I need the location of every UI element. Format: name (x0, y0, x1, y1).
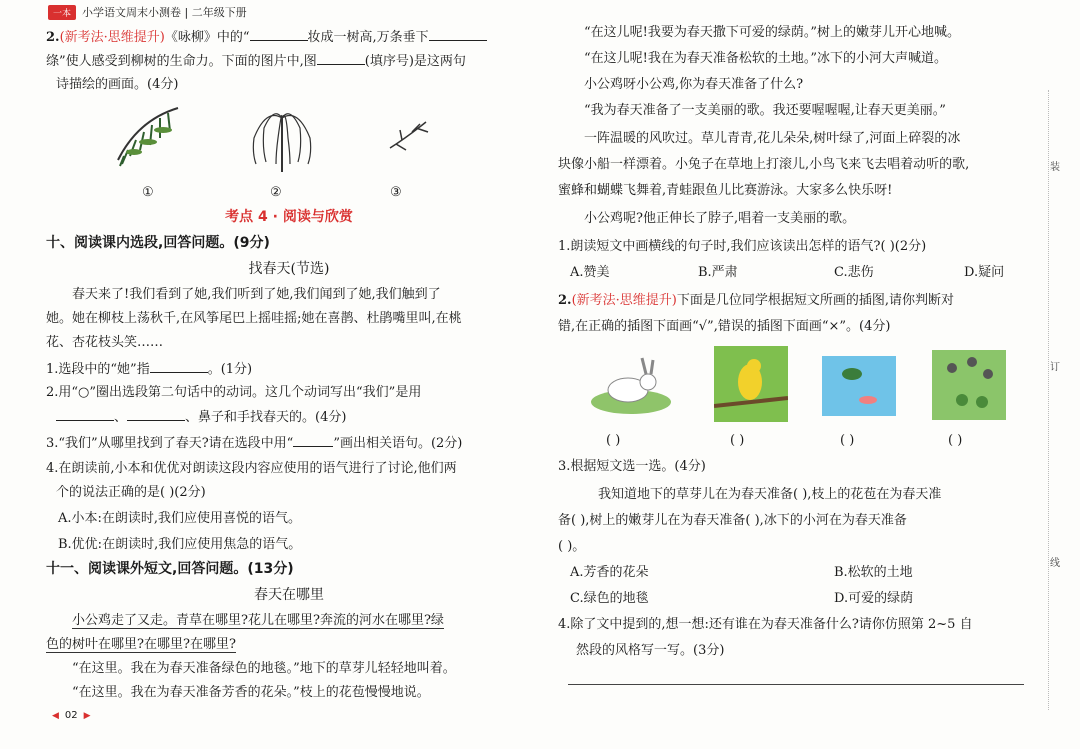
right-question-2-line2: 错,在正确的插图下面画“√”,错误的插图下面画“×”。(4分) (558, 319, 891, 334)
binding-mark-1: 装 (1050, 162, 1060, 173)
willow-picture-1 (108, 100, 188, 172)
bee-butterfly-illustration (932, 350, 1006, 420)
passage-2-line6: “在这儿呢!我在为春天准备松软的土地。”冰下的小河大声喊道。 (584, 51, 948, 66)
answer-blank[interactable] (250, 26, 308, 41)
option-a[interactable]: A.赞美 (570, 265, 610, 280)
publisher-logo: 一本 (48, 5, 76, 20)
question-text: 下面是几位同学根据短文所画的插图,请你判断对 (676, 293, 954, 308)
question-text: 、鼻子和手找春天的。(4分) (185, 410, 347, 425)
question-2-left-line1: 2.用“○”圈出选段第二句话中的动词。这几个动词写出“我们”是用 (46, 385, 422, 400)
passage-2-line9: 一阵温暖的风吹过。草儿青青,花儿朵朵,树叶绿了,河面上碎裂的冰 (584, 131, 961, 146)
pic-label-2: ② (270, 185, 282, 200)
question-tag: (新考法·思维提升) (571, 293, 677, 308)
next-triangle-icon: ▶ (83, 710, 91, 721)
option-c[interactable]: C.悲伤 (834, 265, 874, 280)
option-b[interactable]: B.严肃 (698, 265, 738, 280)
willow-picture-3 (386, 108, 436, 158)
answer-blank[interactable] (56, 406, 114, 421)
header-title: 小学语文周末小测卷 | 二年级下册 (82, 6, 247, 19)
right-question-3-line1: 我知道地下的草芽儿在为春天准备( ),枝上的花苞在为春天准 (598, 487, 942, 502)
question-2-line1 (46, 26, 532, 49)
left-column (46, 0, 532, 749)
passage-2-line2 (46, 634, 532, 656)
right-question-2-line1 (558, 290, 1030, 312)
pic-label-3: ③ (390, 185, 402, 200)
question-1 (46, 358, 532, 381)
passage-1-line2: 她。她在柳枝上荡秋千,在风筝尾巴上摇哇摇;她在喜鹊、杜鹃嘴里叫,在桃 (46, 311, 462, 326)
underlined-sentence: 色的树叶在哪里?在哪里?在哪里? (46, 637, 236, 652)
section-11-title: 十一、阅读课外短文,回答问题。(13分) (46, 561, 294, 577)
answer-blank[interactable] (293, 432, 333, 447)
option-b[interactable]: B.优优:在朗读时,我们应使用焦急的语气。 (58, 537, 302, 552)
answer-line[interactable] (568, 684, 1024, 685)
question-number: 2. (46, 30, 60, 45)
passage-2-line5: “在这儿呢!我要为春天撒下可爱的绿荫。”树上的嫩芽儿开心地喊。 (584, 25, 961, 40)
binding-mark-2: 订 (1050, 362, 1060, 373)
willow-picture-2 (246, 98, 318, 174)
right-question-3-line3: ( )。 (558, 539, 586, 554)
question-text: 3.“我们”从哪里找到了春天?请在选段中用“ (46, 436, 294, 451)
question-4-line2: 个的说法正确的是( )(2分) (56, 485, 206, 500)
answer-blank[interactable] (127, 406, 185, 421)
question-text: 。(1分) (207, 362, 253, 377)
question-3 (46, 432, 532, 455)
answer-blank[interactable] (317, 50, 365, 65)
option-a[interactable]: A.芳香的花朵 (570, 565, 649, 580)
option-a[interactable]: A.小本:在朗读时,我们应使用喜悦的语气。 (58, 511, 302, 526)
question-2-line2 (46, 50, 532, 73)
passage-2-line8: “我为春天准备了一支美丽的歌。我还要喔喔喔,让春天更美丽。” (584, 103, 946, 118)
question-2-line3: 诗描绘的画面。(4分) (56, 77, 179, 92)
option-b[interactable]: B.松软的土地 (834, 565, 913, 580)
prev-triangle-icon: ◀ (52, 710, 59, 721)
answer-blank[interactable] (429, 26, 487, 41)
underlined-sentence: 小公鸡走了又走。青草在哪里?花儿在哪里?奔流的河水在哪里?绿 (72, 613, 444, 628)
binding-mark-3: 线 (1050, 558, 1060, 569)
right-question-3-line2: 备( ),树上的嫩芽儿在为春天准备( ),冰下的小河在为春天准备 (558, 513, 907, 528)
judge-paren-4[interactable]: ( ) (948, 433, 963, 448)
passage-1-line1: 春天来了!我们看到了她,我们听到了她,我们闻到了她,我们触到了 (72, 287, 441, 302)
passage-1-title: 找春天(节选) (248, 261, 330, 277)
binding-line (1048, 90, 1050, 710)
passage-2-title: 春天在哪里 (254, 587, 324, 603)
question-tag: (新考法·思维提升) (59, 30, 165, 45)
question-2-left-line2 (56, 406, 542, 429)
passage-2-line3: “在这里。我在为春天准备绿色的地毯。”地下的草芽儿轻轻地叫着。 (72, 661, 456, 676)
frog-fish-illustration (822, 356, 896, 416)
question-number: 2. (558, 293, 572, 308)
kaodian-heading: 考点 4 · 阅读与欣赏 (225, 209, 353, 225)
judge-paren-1[interactable]: ( ) (606, 433, 621, 448)
option-d[interactable]: D.可爱的绿荫 (834, 591, 914, 606)
question-text: 妆成一树高,万条垂下 (307, 30, 429, 45)
question-text: 绦”使人感受到柳树的生命力。下面的图片中,图 (46, 54, 317, 69)
passage-2-line11: 蜜蜂和蝴蝶飞舞着,青蛙跟鱼儿比赛游泳。大家多么快乐呀! (558, 183, 893, 198)
passage-2-line1 (46, 610, 532, 632)
question-text: 1.选段中的“她”指 (46, 362, 150, 377)
rabbit-illustration (588, 352, 674, 416)
page-number: 02 (64, 710, 78, 721)
option-d[interactable]: D.疑问 (964, 265, 1005, 280)
question-text: 、 (114, 410, 128, 425)
pic-label-1: ① (142, 185, 154, 200)
right-column (558, 0, 1030, 749)
right-question-3: 3.根据短文选一选。(4分) (558, 459, 706, 474)
question-text: (填序号)是这两句 (364, 54, 466, 69)
option-c[interactable]: C.绿色的地毯 (570, 591, 649, 606)
answer-blank[interactable] (150, 358, 208, 373)
question-text: 《咏柳》中的“ (164, 30, 250, 45)
judge-paren-3[interactable]: ( ) (840, 433, 855, 448)
question-4-line1: 4.在朗读前,小本和优优对朗读这段内容应使用的语气进行了讨论,他们两 (46, 461, 457, 476)
passage-1-line3: 花、杏花枝头笑…… (46, 335, 164, 350)
right-question-4-line2: 然段的风格写一写。(3分) (576, 643, 725, 658)
right-question-1: 1.朗读短文中画横线的句子时,我们应该读出怎样的语气?( )(2分) (558, 239, 927, 254)
passage-2-line12: 小公鸡呢?他正伸长了脖子,唱着一支美丽的歌。 (584, 211, 856, 226)
section-10-title: 十、阅读课内选段,回答问题。(9分) (46, 235, 270, 251)
passage-2-line7: 小公鸡呀小公鸡,你为春天准备了什么? (584, 77, 804, 92)
passage-2-line10: 块像小船一样漂着。小兔子在草地上打滚儿,小鸟飞来飞去唱着动听的歌, (558, 157, 970, 172)
right-question-4-line1: 4.除了文中提到的,想一想:还有谁在为春天准备什么?请你仿照第 2~5 自 (558, 617, 973, 632)
page-footer (52, 710, 91, 721)
question-text: ”画出相关语句。(2分) (333, 436, 463, 451)
bird-illustration (714, 346, 788, 422)
passage-2-line4: “在这里。我在为春天准备芳香的花朵。”枝上的花苞慢慢地说。 (72, 685, 430, 700)
judge-paren-2[interactable]: ( ) (730, 433, 745, 448)
